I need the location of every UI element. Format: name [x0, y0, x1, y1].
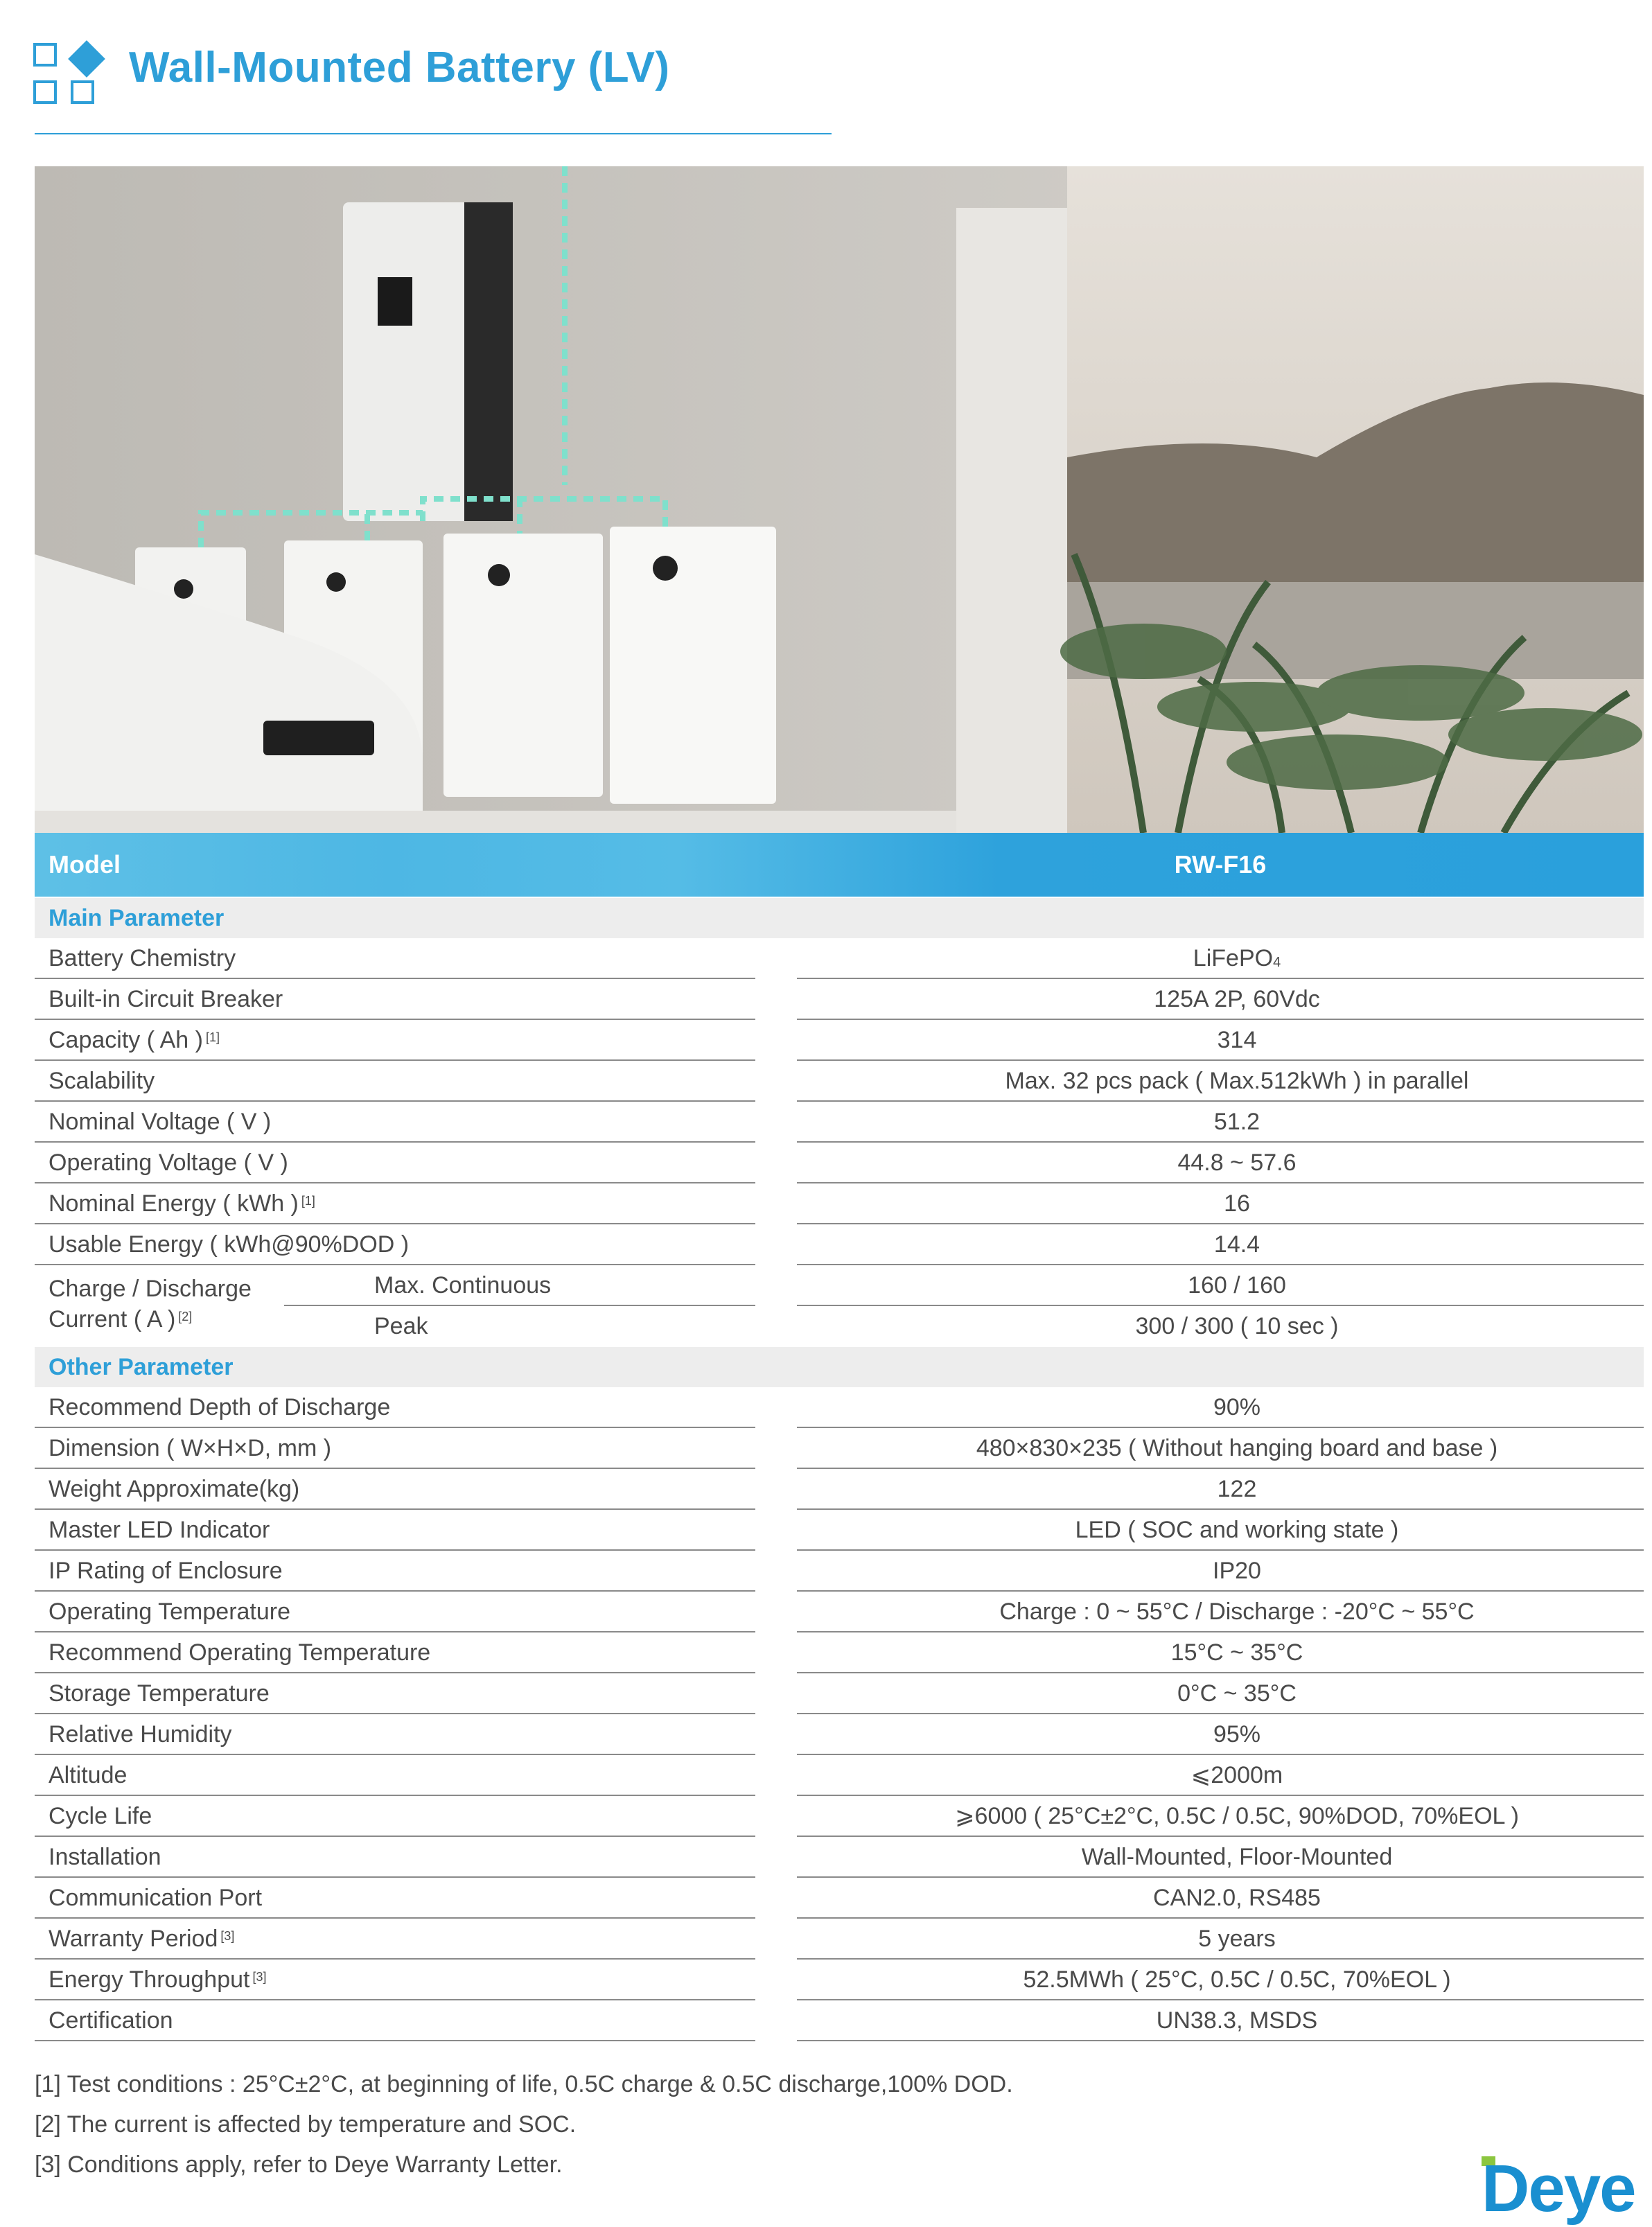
spec-key: Certification: [49, 2007, 173, 2034]
spec-row: [35, 1183, 1644, 1224]
spec-key: Warranty Period [3]: [49, 1926, 235, 1952]
page-title: Wall-Mounted Battery (LV): [129, 44, 670, 91]
spec-key: Recommend Depth of Discharge: [49, 1394, 391, 1420]
spec-row: [35, 1878, 1644, 1919]
spec-value: 95%: [1213, 1721, 1261, 1748]
spec-row: [35, 1102, 1644, 1143]
spec-row: [35, 1592, 1644, 1632]
spec-row: [35, 1265, 1644, 1306]
spec-key: Capacity ( Ah ) [1]: [49, 1027, 220, 1053]
footnote-3: [3] Conditions apply, refer to Deye Warranty Letter.: [35, 2151, 563, 2178]
spec-value: 16: [1224, 1190, 1250, 1217]
spec-key: Relative Humidity: [49, 1721, 232, 1748]
spec-key: Energy Throughput [3]: [49, 1966, 267, 1993]
section-other-parameter: [35, 1347, 1644, 1387]
spec-value: 14.4: [1213, 1231, 1260, 1258]
spec-value: 125A 2P, 60Vdc: [1154, 986, 1320, 1012]
model-header-bar: [35, 833, 1644, 897]
spec-value: 5 years: [1198, 1926, 1276, 1952]
spec-key: Installation: [49, 1844, 161, 1870]
spec-row: [35, 1061, 1644, 1102]
spec-key: Storage Temperature: [49, 1680, 270, 1707]
spec-value: 15°C ~ 35°C: [1170, 1639, 1303, 1666]
spec-row: [35, 1387, 1644, 1428]
spec-value: ⩾6000 ( 25°C±2°C, 0.5C / 0.5C, 90%DOD, 70%EOL ): [955, 1803, 1519, 1829]
spec-key: Nominal Energy ( kWh ) [1]: [49, 1190, 315, 1217]
spec-row: [35, 1224, 1644, 1265]
spec-value: 52.5MWh ( 25°C, 0.5C / 0.5C, 70%EOL ): [1023, 1966, 1451, 1993]
spec-row: [35, 1020, 1644, 1061]
footnote-2: [2] The current is affected by temperature and SOC.: [35, 2111, 577, 2138]
spec-key: Recommend Operating Temperature: [49, 1639, 431, 1666]
spec-value: ⩽2000m: [1190, 1762, 1283, 1788]
spec-row: [35, 1919, 1644, 1960]
product-hero-image: [35, 166, 1644, 833]
spec-value: 160 / 160: [1188, 1272, 1286, 1299]
spec-value: LiFePO$_4$: [1193, 945, 1281, 971]
spec-value: 300 / 300 ( 10 sec ): [1135, 1313, 1339, 1339]
section-title: Other Parameter: [49, 1354, 234, 1380]
spec-row: [35, 2000, 1644, 2041]
spec-key: Operating Voltage ( V ): [49, 1150, 288, 1176]
spec-key: Scalability: [49, 1068, 155, 1094]
spec-row: [35, 1306, 1644, 1347]
spec-key: Cycle Life: [49, 1803, 152, 1829]
spec-row: [35, 1428, 1644, 1469]
spec-row: [35, 1632, 1644, 1673]
charge-peak-key: Peak: [374, 1313, 428, 1339]
spec-key: Altitude: [49, 1762, 128, 1788]
spec-row: [35, 938, 1644, 979]
spec-key: Master LED Indicator: [49, 1517, 270, 1543]
spec-row: [35, 1755, 1644, 1796]
charge-max-continuous-key: Max. Continuous: [374, 1272, 552, 1299]
spec-row: [35, 1673, 1644, 1714]
spec-row: [35, 1960, 1644, 2000]
spec-value: 122: [1217, 1476, 1257, 1502]
spec-key: Operating Temperature: [49, 1599, 291, 1625]
category-icon: [33, 43, 103, 112]
spec-key: Usable Energy ( kWh@90%DOD ): [49, 1231, 410, 1258]
title-divider: [35, 133, 832, 134]
spec-value: UN38.3, MSDS: [1156, 2007, 1318, 2034]
spec-key: Nominal Voltage ( V ): [49, 1109, 272, 1135]
spec-value: Max. 32 pcs pack ( Max.512kWh ) in parallel: [1005, 1068, 1469, 1094]
spec-value: 51.2: [1213, 1109, 1260, 1135]
footnote-1: [1] Test conditions : 25°C±2°C, at beginning of life, 0.5C charge & 0.5C discharge,100% DOD.: [35, 2071, 1013, 2097]
spec-key: Dimension ( W×H×D, mm ): [49, 1435, 332, 1461]
brand-logo: Deye: [1482, 2151, 1635, 2226]
spec-value: 44.8 ~ 57.6: [1177, 1150, 1297, 1176]
spec-value: 314: [1217, 1027, 1257, 1053]
spec-key: Communication Port: [49, 1885, 263, 1911]
spec-value: LED ( SOC and working state ): [1075, 1517, 1399, 1543]
spec-row: [35, 1837, 1644, 1878]
spec-value: 0°C ~ 35°C: [1177, 1680, 1297, 1707]
spec-value: 90%: [1213, 1394, 1261, 1420]
spec-value: IP20: [1213, 1558, 1261, 1584]
spec-key: Weight Approximate(kg): [49, 1476, 300, 1502]
model-label: Model: [49, 850, 121, 879]
spec-row: [35, 1469, 1644, 1510]
charge-discharge-label: Charge / Discharge Current ( A ) [2]: [49, 1276, 252, 1332]
spec-row: [35, 1714, 1644, 1755]
spec-row: [35, 1510, 1644, 1551]
spec-row: [35, 1143, 1644, 1183]
spec-value: Wall-Mounted, Floor-Mounted: [1081, 1844, 1393, 1870]
spec-row: [35, 979, 1644, 1020]
section-title: Main Parameter: [49, 905, 225, 931]
spec-row: [35, 1551, 1644, 1592]
spec-value: 480×830×235 ( Without hanging board and base ): [976, 1435, 1498, 1461]
spec-row: [35, 1796, 1644, 1837]
spec-key: Battery Chemistry: [49, 945, 236, 971]
section-main-parameter: [35, 898, 1644, 938]
model-value: RW-F16: [1174, 850, 1267, 879]
spec-key: IP Rating of Enclosure: [49, 1558, 283, 1584]
spec-value: Charge : 0 ~ 55°C / Discharge : -20°C ~ 55°C: [999, 1599, 1475, 1625]
spec-key: Built-in Circuit Breaker: [49, 986, 283, 1012]
spec-value: CAN2.0, RS485: [1153, 1885, 1321, 1911]
